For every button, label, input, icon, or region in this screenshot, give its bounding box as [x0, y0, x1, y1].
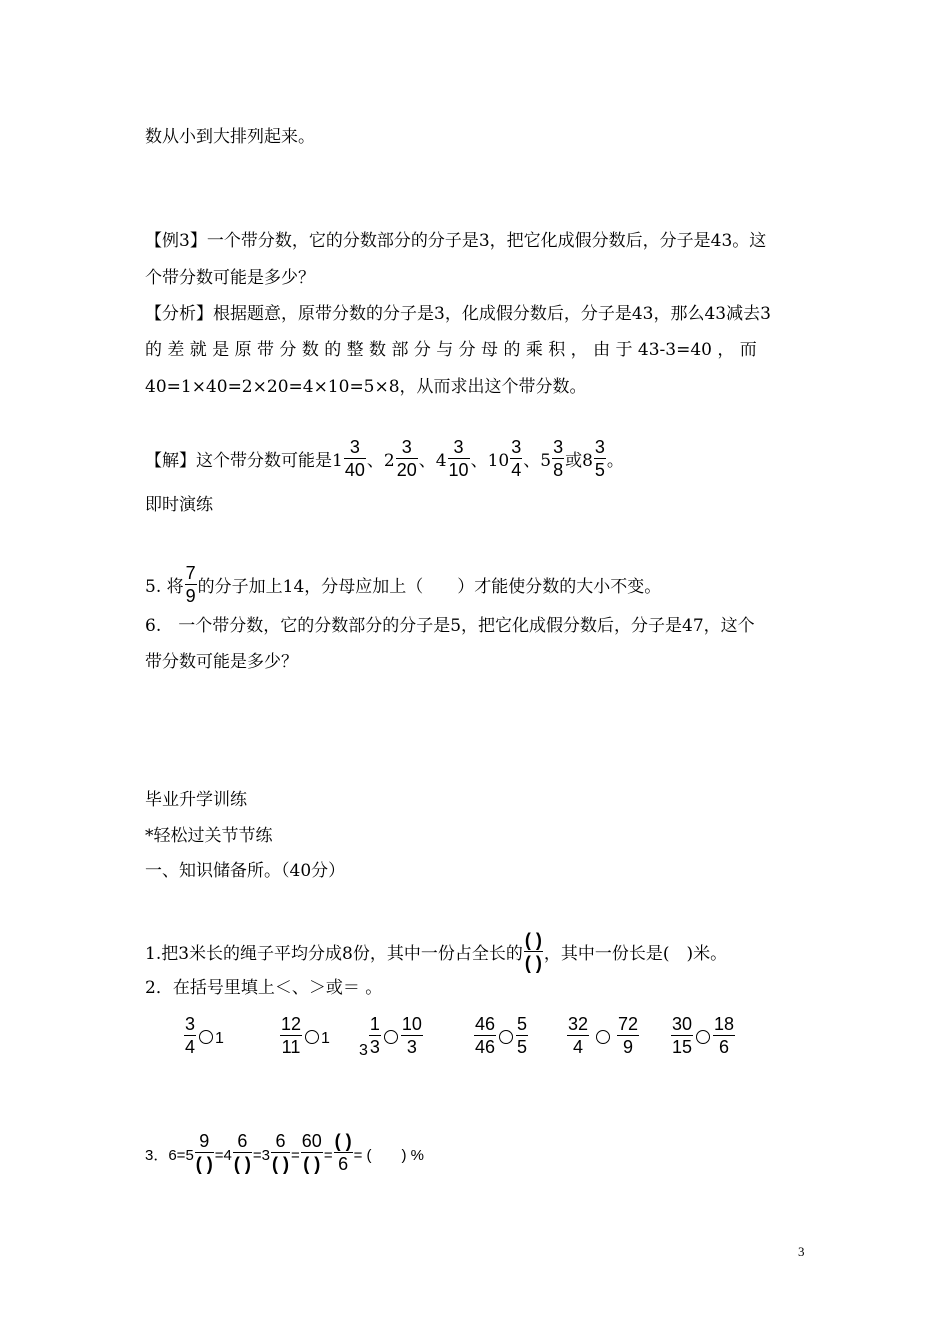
- compare-circle[interactable]: [384, 1030, 398, 1044]
- example3-line2: 个带分数可能是多少？: [145, 268, 315, 288]
- fraction: ( ) 6: [334, 1131, 352, 1174]
- fraction: $\frac{3}{10}$: [448, 437, 469, 480]
- compare-item-2: $\frac{12}{11}$ 1: [281, 1014, 330, 1057]
- compare-item-5: $\frac{32}{4}$ $\frac{72}{9}$: [568, 1014, 639, 1057]
- training-title: 毕业升学训练: [145, 790, 247, 810]
- question-6-line1: 6. 一个带分数，它的分数部分的分子是5，把它化成假分数后，分子是47，这个: [145, 616, 755, 636]
- example3-line1: 【例3】一个带分数，它的分数部分的分子是3，把它化成假分数后，分子是43。这: [145, 231, 767, 251]
- mixed-number-4: 10 $\frac{3}{4}$: [487, 437, 522, 480]
- compare-circle[interactable]: [305, 1030, 319, 1044]
- mixed-number-3: 4 $\frac{3}{10}$: [435, 437, 469, 480]
- solution-line: 【解】这个带分数可能是1 $\frac{3}{40}$ 、2 $\frac{3}{20}$ 、4 $\frac{3}{10}$ 、10 $\frac{3}{4}$ 、5 $\frac{3}{8}$ 或8 $\frac{3}{5}$ 。: [145, 437, 624, 480]
- compare-item-6: $\frac{30}{15}$ $\frac{18}{6}$: [672, 1014, 735, 1057]
- question-3: 3．6=5 9 ( ) =4 6 ( ) =3 6 ( ) = 60 ( ) = ( ) 6 = ( ) %: [145, 1131, 425, 1174]
- compare-item-4: $\frac{46}{46}$ $\frac{5}{5}$: [475, 1014, 528, 1057]
- analysis-line3: 40=1×40=2×20=4×10=5×8，从而求出这个带分数。: [145, 377, 587, 397]
- fraction: $\frac{3}{8}$: [553, 437, 564, 480]
- fraction: 60 ( ): [301, 1131, 322, 1174]
- blank-fraction: ( ) ( ): [524, 930, 542, 973]
- mixed-number-1: 1 $\frac{3}{40}$: [332, 437, 365, 480]
- analysis-line1: 【分析】根据题意，原带分数的分子是3，化成假分数后，分子是43，那么43减去3: [145, 304, 771, 324]
- compare-circle[interactable]: [596, 1030, 610, 1044]
- compare-circle[interactable]: [696, 1030, 710, 1044]
- question-5: 5. 将 $\frac{7}{9}$ 的分子加上14，分母应加上（ ）才能使分数的大小不变。: [145, 563, 662, 606]
- compare-item-1: $\frac{3}{4}$ 1: [185, 1014, 224, 1057]
- fraction: $\frac{3}{40}$: [344, 437, 365, 480]
- training-subtitle: *轻松过关节节练: [145, 826, 273, 846]
- page-number: 3: [798, 1244, 805, 1259]
- question-2: 2．在括号里填上＜、＞或＝ 。: [145, 978, 383, 998]
- fraction: $\frac{3}{5}$: [594, 437, 605, 480]
- practice-title: 即时演练: [145, 495, 213, 515]
- fraction: $\frac{3}{20}$: [396, 437, 417, 480]
- solution-prefix: 【解】这个带分数可能是: [145, 451, 332, 471]
- fraction: $\frac{3}{4}$: [511, 437, 522, 480]
- fraction: 6 ( ): [233, 1131, 251, 1174]
- intro-tail: 数从小到大排列起来。: [145, 127, 315, 147]
- fraction: 9 ( ): [195, 1131, 213, 1174]
- fraction: 6 ( ): [272, 1131, 290, 1174]
- compare-circle[interactable]: [499, 1030, 513, 1044]
- mixed-number-2: 2 $\frac{3}{20}$: [383, 437, 417, 480]
- compare-item-3: 3 $\frac{1}{3}$ $\frac{10}{3}$: [359, 1014, 422, 1059]
- mixed-number-5: 5 $\frac{3}{8}$: [540, 437, 564, 480]
- section-1-heading: 一、知识储备所。（40分）: [145, 861, 346, 881]
- mixed-number-6: 8 $\frac{3}{5}$: [582, 437, 605, 480]
- question-1: 1.把3米长的绳子平均分成8份，其中一份占全长的 ( ) ( ) ，其中一份长是( )米。: [145, 930, 728, 973]
- compare-circle[interactable]: [199, 1030, 213, 1044]
- question-6-line2: 带分数可能是多少？: [145, 652, 298, 672]
- analysis-line2: 的 差 就 是 原 带 分 数 的 整 数 部 分 与 分 母 的 乘 积 ， 由 于 43-3=40 ， 而: [145, 340, 757, 360]
- fraction: $\frac{7}{9}$: [185, 563, 196, 606]
